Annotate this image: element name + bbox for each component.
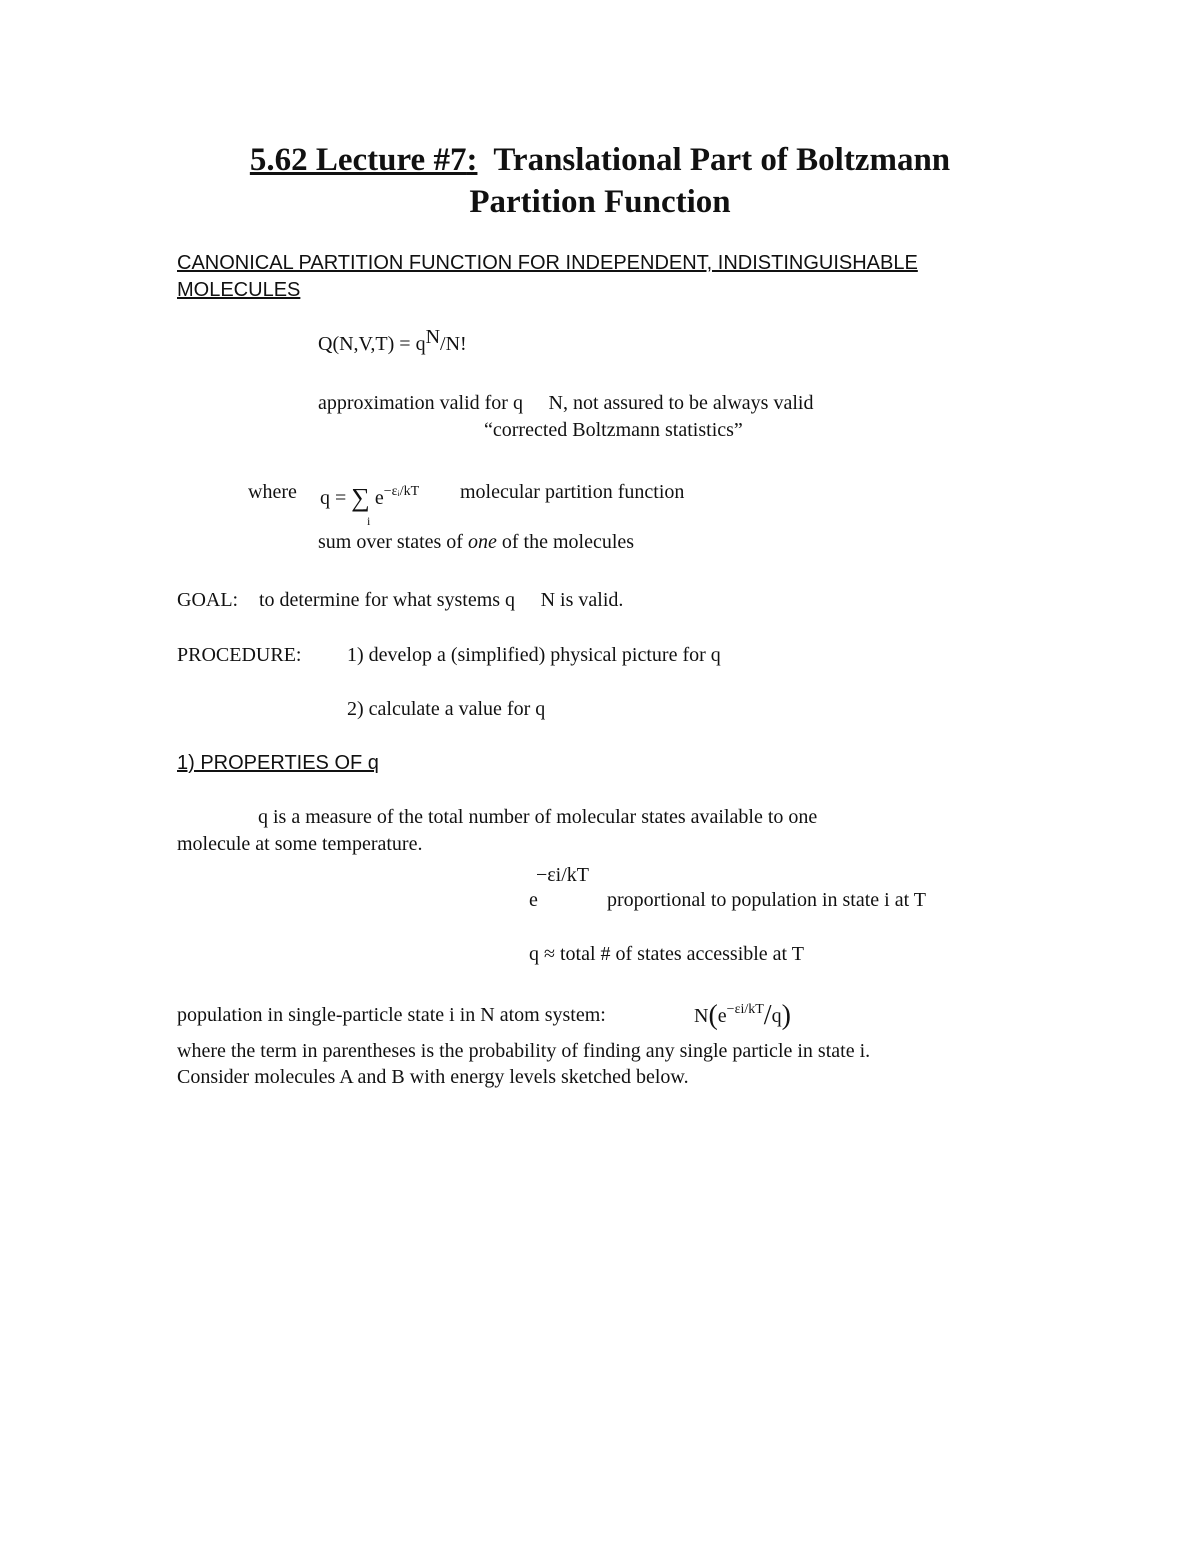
pop-n: N: [694, 1005, 709, 1027]
title-text: Translational Part of Boltzmann: [477, 142, 951, 178]
q-approximation: q ≈ total # of states accessible at T: [529, 943, 804, 965]
section-heading-line1: CANONICAL PARTITION FUNCTION FOR INDEPENDENT, INDISTINGUISHABLE: [177, 252, 918, 274]
molecular-pf-equation: [320, 481, 419, 511]
boltzmann-factor-base: e: [529, 889, 538, 911]
consider-note: Consider molecules A and B with energy levels sketched below.: [177, 1066, 689, 1088]
equation-lhs: Q(N,V,T) = q: [318, 333, 426, 355]
pop-q: q: [771, 1005, 782, 1027]
properties-paragraph-line1: q is a measure of the total number of molecular states available to one: [258, 806, 818, 828]
population-label: population in single-particle state i in N atom system:: [177, 1004, 606, 1026]
where-label: where: [248, 481, 297, 503]
lecture-number: 5.62 Lecture #7: [249, 142, 467, 178]
approximation-note: approximation valid for q   N, not assured to be always valid: [318, 392, 814, 414]
pop-left-paren: (: [708, 1000, 718, 1031]
title-colon: :: [466, 142, 478, 178]
boltzmann-factor-meaning: proportional to population in state i at T: [607, 889, 927, 911]
sum-over-b: of the molecules: [496, 531, 635, 553]
sum-over-a: sum over states of: [318, 531, 468, 553]
procedure-step-2: 2) calculate a value for q: [347, 698, 546, 720]
sigma-symbol: ∑: [351, 483, 370, 512]
equation-exponent: N: [425, 326, 441, 348]
population-formula: [694, 998, 791, 1030]
boltzmann-factor-exponent: −εi/kT: [536, 864, 590, 886]
page-title-line2: Partition Function: [469, 184, 731, 220]
probability-note: where the term in parentheses is the probability of finding any single particle in state i.: [177, 1040, 871, 1062]
corrected-stats-note: “corrected Boltzmann statistics”: [484, 419, 743, 441]
goal-text: to determine for what systems q   N is valid.: [259, 589, 624, 611]
pop-exp-base: e: [717, 1005, 727, 1027]
exp-base: e: [374, 487, 384, 509]
pop-exp-superscript: −εi/kT: [726, 1002, 764, 1017]
procedure-label: PROCEDURE:: [177, 644, 302, 666]
q-equals: q =: [320, 487, 347, 509]
page-title: [0, 142, 1200, 179]
sum-index: i: [367, 514, 371, 528]
sum-over-states-note: [318, 531, 634, 554]
molecular-pf-label: molecular partition function: [460, 481, 685, 503]
pop-slash: /: [763, 1000, 772, 1031]
section-heading-line2: MOLECULES: [177, 279, 301, 301]
properties-paragraph-line2: molecule at some temperature.: [177, 833, 423, 855]
goal-label: GOAL:: [177, 589, 239, 611]
pop-right-paren: ): [781, 1000, 791, 1031]
properties-heading: 1) PROPERTIES OF q: [177, 752, 379, 774]
procedure-step-1: 1) develop a (simplified) physical picture for q: [347, 644, 721, 666]
sum-over-emphasis: one: [467, 531, 497, 553]
equation-rhs: /N!: [440, 333, 467, 355]
canonical-equation: [318, 326, 467, 356]
exp-superscript: −εᵢ/kT: [383, 484, 420, 499]
